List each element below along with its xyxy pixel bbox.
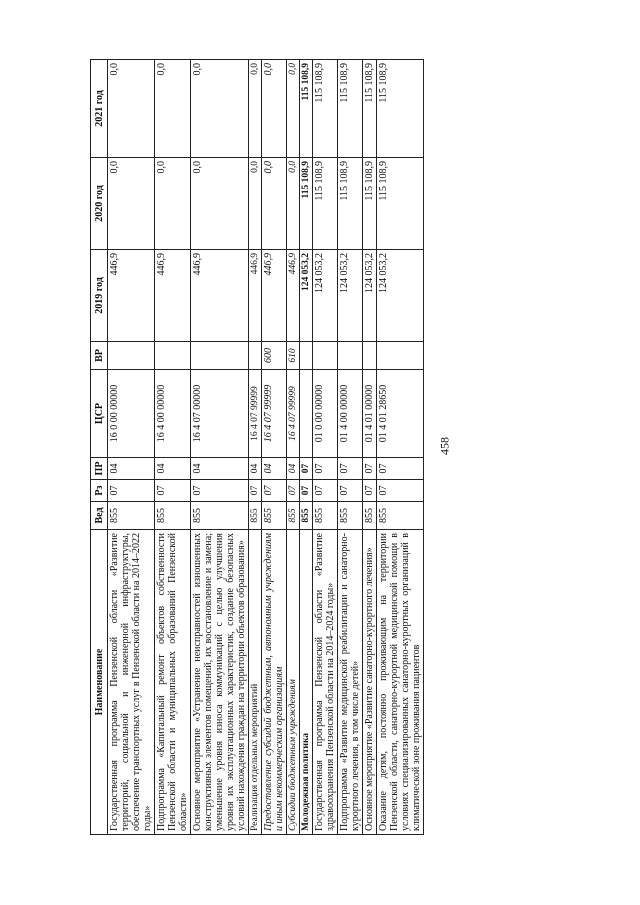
- row-vr: [300, 342, 313, 370]
- row-pr: 04: [249, 458, 262, 480]
- row-2021: 115 108,9: [313, 60, 338, 158]
- page-number: 458: [437, 437, 452, 455]
- rotated-table-container: [90, 60, 636, 835]
- row-2020: 115 108,9: [313, 158, 338, 250]
- row-csr: [300, 370, 313, 458]
- row-rz: 07: [262, 480, 287, 502]
- table-row: [338, 60, 363, 835]
- row-csr: 01 4 00 00000: [338, 370, 363, 458]
- row-2021: 0,0: [191, 60, 249, 158]
- row-2021: 115 108,9: [338, 60, 363, 158]
- row-2019: 446,9: [287, 250, 300, 342]
- row-2019: 124 053,2: [313, 250, 338, 342]
- row-pr: 07: [363, 458, 377, 480]
- row-rz: 07: [363, 480, 377, 502]
- row-ved: 855: [313, 502, 338, 530]
- row-2019: 446,9: [191, 250, 249, 342]
- row-2020: 0,0: [287, 158, 300, 250]
- row-vr: [191, 342, 249, 370]
- row-csr: 16 4 07 99999: [249, 370, 262, 458]
- row-vr: [108, 342, 155, 370]
- row-ved: 855: [287, 502, 300, 530]
- row-2021: 0,0: [155, 60, 191, 158]
- row-rz: 07: [300, 480, 313, 502]
- row-name: Субсидии бюджетным учреждениям: [287, 530, 300, 835]
- row-vr: [377, 342, 424, 370]
- table-row: [287, 60, 300, 835]
- table-row: [363, 60, 377, 835]
- row-2021: 115 108,9: [377, 60, 424, 158]
- header-2020: 2020 год: [91, 158, 108, 250]
- row-name: Оказание детям, постоянно проживающим на территории Пензенской области, санаторно-курортной медицинской помощи в условиях специализированных санаторно-курортных организаций в климатической зоне проживания пациентов: [377, 530, 424, 835]
- row-name: Основное мероприятие «Устранение неисправностей изношенных конструктивных элементов помещений, их восстановление и замена; уменьшение уровня износа коммуникаций с целью улучшения уровня их эксплуатационных характеристик, создание безопасных условий нахождения граждан на территории объектов образования»: [191, 530, 249, 835]
- row-csr: 01 4 01 28650: [377, 370, 424, 458]
- row-2021: 0,0: [262, 60, 287, 158]
- table-row: [377, 60, 424, 835]
- row-vr: [155, 342, 191, 370]
- row-2020: 0,0: [249, 158, 262, 250]
- row-2019: 124 053,2: [377, 250, 424, 342]
- row-pr: 07: [338, 458, 363, 480]
- row-ved: 855: [155, 502, 191, 530]
- table-row: [300, 60, 313, 835]
- row-name: Государственная программа Пензенской области «Развитие здравоохранения Пензенской области на 2014–2024 годы»: [313, 530, 338, 835]
- row-name: Подпрограмма «Капитальный ремонт объектов собственности Пензенской области и муниципальных образований Пензенской области»: [155, 530, 191, 835]
- row-name: Подпрограмма «Развитие медицинской реабилитации и санаторно-курортного лечения, в том числе детей»: [338, 530, 363, 835]
- header-2021: 2021 год: [91, 60, 108, 158]
- row-vr: 600: [262, 342, 287, 370]
- budget-table: [90, 59, 424, 835]
- row-csr: 16 4 07 00000: [191, 370, 249, 458]
- row-2020: 0,0: [108, 158, 155, 250]
- row-2020: 115 108,9: [363, 158, 377, 250]
- table-header-row: [91, 60, 108, 835]
- row-2019: 124 053,2: [300, 250, 313, 342]
- row-2019: 446,9: [249, 250, 262, 342]
- row-csr: 16 4 07 99999: [287, 370, 300, 458]
- row-pr: 04: [155, 458, 191, 480]
- row-rz: 07: [377, 480, 424, 502]
- header-vr: ВР: [91, 342, 108, 370]
- row-2021: 0,0: [249, 60, 262, 158]
- row-2019: 446,9: [155, 250, 191, 342]
- row-name: Государственная программа Пензенской области «Развитие территорий, социальной и инженерной инфраструктуры, обеспечение транспортных услуг в Пензенской области на 2014–2022 годы»: [108, 530, 155, 835]
- row-pr: 07: [377, 458, 424, 480]
- row-pr: 04: [287, 458, 300, 480]
- row-vr: [249, 342, 262, 370]
- row-2020: 115 108,9: [338, 158, 363, 250]
- table-row: [155, 60, 191, 835]
- row-pr: 04: [262, 458, 287, 480]
- header-2019: 2019 год: [91, 250, 108, 342]
- row-vr: [313, 342, 338, 370]
- row-csr: 01 0 00 00000: [313, 370, 338, 458]
- row-pr: 07: [313, 458, 338, 480]
- row-pr: 04: [108, 458, 155, 480]
- row-2020: 0,0: [191, 158, 249, 250]
- row-rz: 07: [287, 480, 300, 502]
- row-ved: 855: [249, 502, 262, 530]
- row-2020: 0,0: [155, 158, 191, 250]
- row-csr: 16 4 07 99999: [262, 370, 287, 458]
- header-csr: ЦСР: [91, 370, 108, 458]
- row-2020: 115 108,9: [377, 158, 424, 250]
- row-csr: 01 4 01 00000: [363, 370, 377, 458]
- row-ved: 855: [377, 502, 424, 530]
- row-2020: 115 108,9: [300, 158, 313, 250]
- row-name: Основное мероприятие «Развитие санаторно-курортного лечения»: [363, 530, 377, 835]
- row-2019: 124 053,2: [338, 250, 363, 342]
- table-row: [249, 60, 262, 835]
- row-name: Реализация отдельных мероприятий: [249, 530, 262, 835]
- row-rz: 07: [249, 480, 262, 502]
- header-rz: Рз: [91, 480, 108, 502]
- header-ved: Вед: [91, 502, 108, 530]
- row-ved: 855: [108, 502, 155, 530]
- row-ved: 855: [262, 502, 287, 530]
- row-vr: 610: [287, 342, 300, 370]
- row-pr: 07: [300, 458, 313, 480]
- row-2019: 446,9: [262, 250, 287, 342]
- row-2021: 115 108,9: [363, 60, 377, 158]
- row-name: Предоставление субсидий бюджетным, автономным учреждениям и иным некоммерческим организациям: [262, 530, 287, 835]
- row-ved: 855: [338, 502, 363, 530]
- row-rz: 07: [191, 480, 249, 502]
- header-name: Наименование: [91, 530, 108, 835]
- table-row: [108, 60, 155, 835]
- row-ved: 855: [191, 502, 249, 530]
- table-row: [313, 60, 338, 835]
- row-csr: 16 4 00 00000: [155, 370, 191, 458]
- row-vr: [363, 342, 377, 370]
- table-row: [262, 60, 287, 835]
- row-pr: 04: [191, 458, 249, 480]
- row-rz: 07: [108, 480, 155, 502]
- row-2020: 0,0: [262, 158, 287, 250]
- row-rz: 07: [313, 480, 338, 502]
- row-2021: 0,0: [108, 60, 155, 158]
- row-rz: 07: [338, 480, 363, 502]
- row-csr: 16 0 00 00000: [108, 370, 155, 458]
- row-2019: 124 053,2: [363, 250, 377, 342]
- row-ved: 855: [363, 502, 377, 530]
- row-2021: 115 108,9: [300, 60, 313, 158]
- row-2021: 0,0: [287, 60, 300, 158]
- row-vr: [338, 342, 363, 370]
- row-ved: 855: [300, 502, 313, 530]
- header-pr: ПР: [91, 458, 108, 480]
- row-rz: 07: [155, 480, 191, 502]
- table-row: [191, 60, 249, 835]
- row-name: Молодежная политика: [300, 530, 313, 835]
- row-2019: 446,9: [108, 250, 155, 342]
